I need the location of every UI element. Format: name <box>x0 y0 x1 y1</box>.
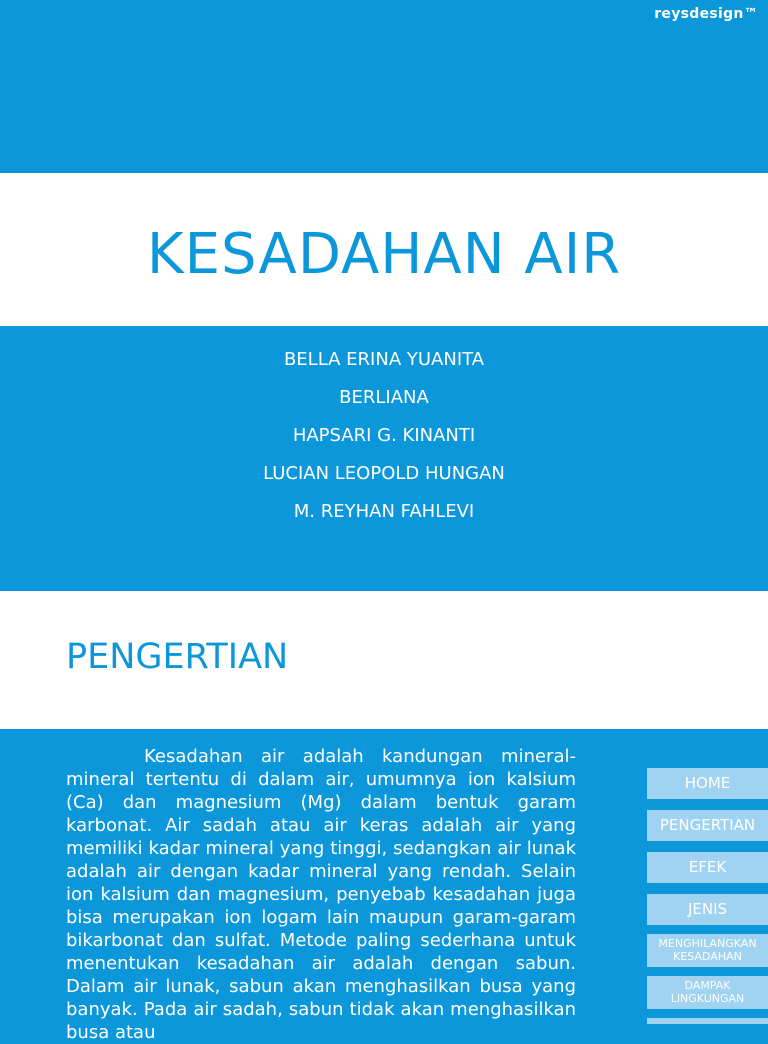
nav-button-label-line: DAMPAK <box>684 979 731 993</box>
author-name: M. REYHAN FAHLEVI <box>293 501 475 522</box>
nav-jenis-button[interactable]: JENIS <box>647 894 768 925</box>
nav-button-label-line: LINGKUNGAN <box>670 991 745 1005</box>
section-title: PENGERTIAN <box>66 637 289 677</box>
author-name: HAPSARI G. KINANTI <box>292 425 476 446</box>
author-name: BELLA ERINA YUANITA <box>283 349 485 370</box>
nav-button-label-line: MENGHILANGKAN <box>658 937 757 951</box>
author-name: LUCIAN LEOPOLD HUNGAN <box>263 463 505 484</box>
top-blue-band <box>0 0 768 173</box>
nav-home-button[interactable]: HOME <box>647 768 768 799</box>
author-name: BERLIANA <box>339 387 429 408</box>
nav-pengertian-button[interactable]: PENGERTIAN <box>647 810 768 841</box>
definition-text: Kesadahan air adalah kandungan mineral-mineral tertentu di dalam air, umumnya ion kalsium (Ca) dan magnesium (Mg) dalam bentuk garam karbonat. Air sadah atau air keras adalah air yang memiliki kadar mineral yang tinggi, sedangkan air lunak adalah air dengan kadar mineral yang rendah. Selain ion kalsium dan magnesium, penyebab kesadahan juga bisa merupakan ion logam lain maupun garam-garam bikarbonat dan sulfat. Metode paling sederhana untuk menentukan kesadahan air adalah dengan sabun. Dalam air lunak, sabun akan menghasilkan busa yang banyak. Pada air sadah, sabun tidak akan menghasilkan busa atau <box>66 746 576 1043</box>
authors-list <box>0 347 768 537</box>
slide-title: KESADAHAN AIR <box>146 222 622 287</box>
nav-menghilangkan-kesadahan-button[interactable] <box>647 934 768 967</box>
nav-efek-button[interactable]: EFEK <box>647 852 768 883</box>
nav-next-button-partial[interactable] <box>647 1018 768 1024</box>
nav-dampak-lingkungan-button[interactable] <box>647 976 768 1009</box>
nav-button-label-line: KESADAHAN <box>673 949 742 963</box>
brand-label: reysdesign™ <box>654 6 758 22</box>
